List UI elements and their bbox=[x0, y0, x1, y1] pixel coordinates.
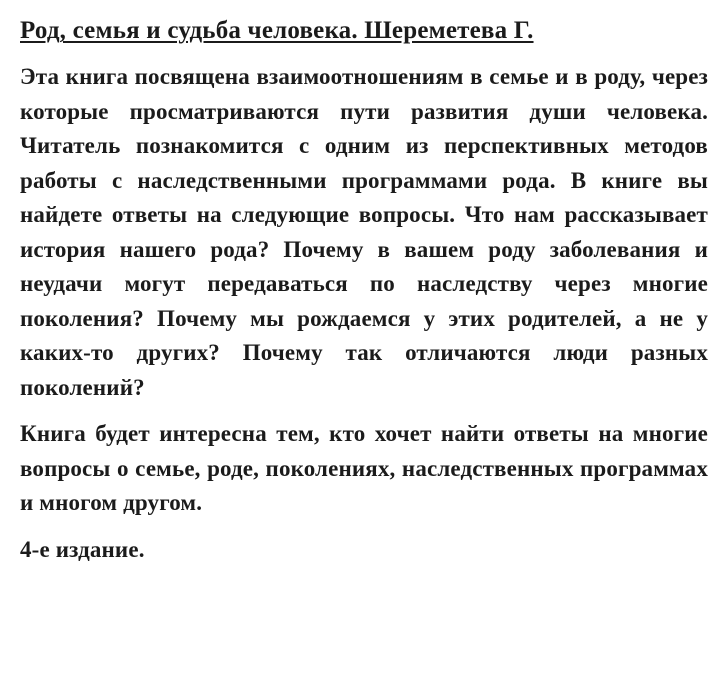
description-paragraph: Эта книга посвящена взаимоотношениям в семье и в роду, через которые просматриваются пути развития души человека. Читатель познакомится с одним из перспективных методов работы с наследственными программами рода. В книге вы найдете ответы на следующие вопросы. Что нам рассказывает история нашего рода? Почему в вашем роду заболевания и неудачи могут передаваться по наследству через многие поколения? Почему мы рождаемся у этих родителей, а не у каких-то других? Почему так отличаются люди разных поколений? bbox=[20, 64, 708, 400]
edition-note: 4-е издание. bbox=[20, 536, 145, 562]
book-title: Род, семья и судьба человека. Шереметева Г. bbox=[20, 17, 534, 44]
book-description bbox=[20, 14, 708, 567]
audience-paragraph: Книга будет интересна тем, кто хочет найти ответы на многие вопросы о семье, роде, поколениях, наследственных программах и многом другом. bbox=[20, 421, 708, 515]
